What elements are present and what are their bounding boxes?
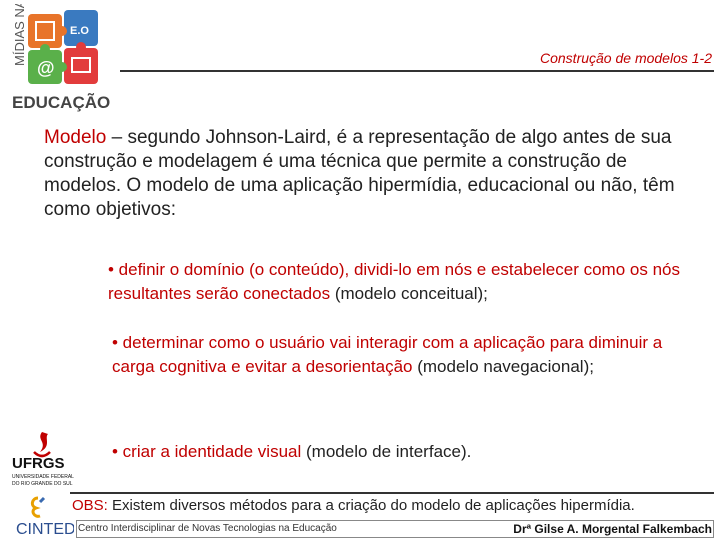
bullet-1-model: (modelo conceitual); bbox=[330, 284, 488, 303]
ufrgs-name: UFRGS bbox=[12, 455, 65, 472]
bullet-2-model: (modelo navegacional); bbox=[412, 357, 594, 376]
cinted-text: CINTED bbox=[16, 521, 74, 538]
intro-term: Modelo bbox=[44, 127, 107, 148]
intro-paragraph bbox=[44, 126, 704, 222]
bullet-2-text: • determinar como o usuário vai interagir com a aplicação para diminuir a carga cognitiva e evitar a desorientação bbox=[112, 333, 663, 376]
footer-divider bbox=[70, 492, 714, 494]
ufrgs-subtitle-1: UNIVERSIDADE FEDERAL bbox=[12, 474, 74, 480]
cinted-logo bbox=[14, 494, 74, 538]
midias-na-educacao-logo bbox=[4, 4, 114, 112]
bullet-interface-model bbox=[112, 440, 682, 464]
bullet-navigational-model bbox=[112, 331, 682, 379]
bullet-1-text: • definir o domínio (o conteúdo), dividi-lo em nós e estabelecer como os nós resultantes serão conectados bbox=[108, 260, 680, 303]
obs-note bbox=[72, 497, 635, 514]
bullet-3-text: • criar a identidade visual bbox=[112, 442, 302, 461]
title-divider bbox=[120, 70, 714, 72]
bullet-conceptual-model bbox=[108, 258, 698, 306]
obs-text: Existem diversos métodos para a criação do modelo de aplicações hipermídia. bbox=[107, 497, 635, 514]
obs-label: OBS: bbox=[72, 497, 108, 514]
slide-title: Construção de modelos 1-2 bbox=[540, 50, 712, 66]
bullet-3-model: (modelo de interface). bbox=[301, 442, 472, 461]
intro-text: – segundo Johnson-Laird, é a representação de algo antes de sua construção e modelagem é uma técnica que permite a construção de modelos. O modelo de uma aplicação hipermídia, educacional ou não, têm como objetivos: bbox=[44, 127, 675, 220]
logo-vertical-text: MÍDIAS NA bbox=[12, 4, 27, 66]
logo-bottom-text: EDUCAÇÃO bbox=[12, 93, 111, 112]
ufrgs-logo bbox=[8, 430, 84, 490]
footer-institution: Centro Interdisciplinar de Novas Tecnologias na Educação bbox=[78, 523, 337, 534]
svg-text:@: @ bbox=[37, 58, 55, 78]
svg-text:E.O: E.O bbox=[70, 25, 89, 37]
footer-author: Drª Gilse A. Morgental Falkembach bbox=[513, 522, 712, 536]
ufrgs-subtitle-2: DO RIO GRANDE DO SUL bbox=[12, 481, 73, 487]
